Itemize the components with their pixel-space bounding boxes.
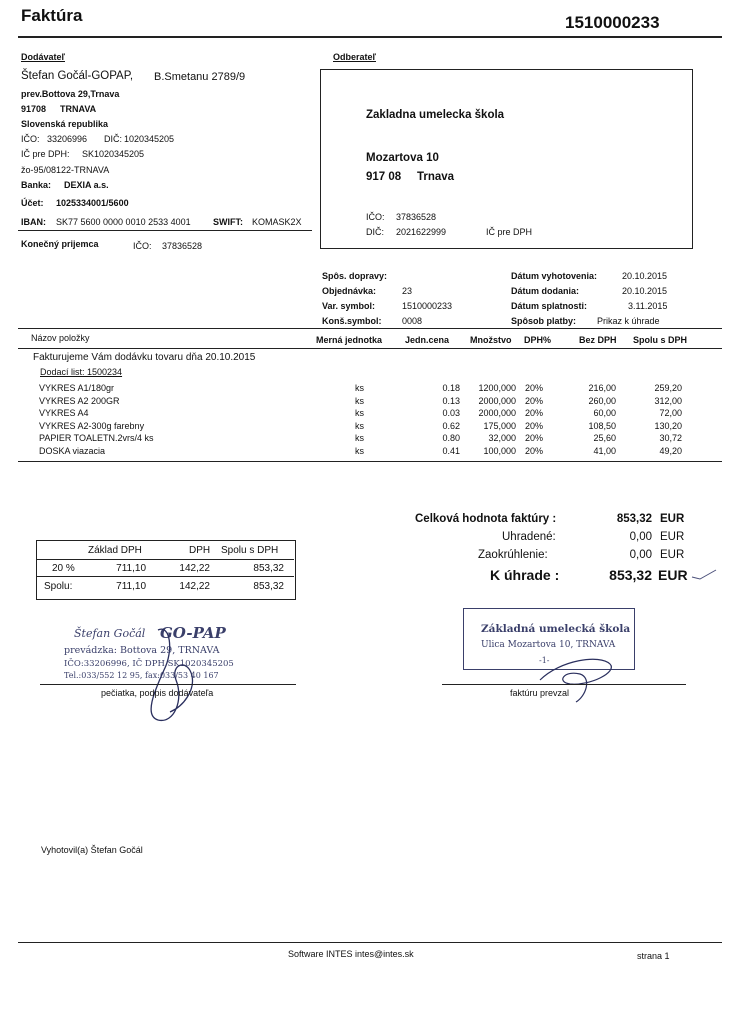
col-header-gross: Spolu s DPH <box>633 335 688 345</box>
cell-qty: 175,000 <box>483 420 516 431</box>
cell-name: VYKRES A1/180gr <box>39 383 115 393</box>
cell-vat: 20% <box>525 420 544 431</box>
cell-unit: ks <box>355 433 364 444</box>
cell-gross: 49,20 <box>659 446 682 456</box>
delivery-date-label: Dátum dodania: <box>511 286 580 296</box>
cell-vat: 20% <box>525 408 544 419</box>
cell-qty: 1200,000 <box>478 383 516 393</box>
col-header-vat: DPH% <box>524 335 552 345</box>
cell-qty: 2000,000 <box>478 408 516 419</box>
supplier-city: TRNAVA <box>60 104 97 114</box>
cell-unit: ks <box>355 420 364 431</box>
cell-price: 0.62 <box>442 420 460 431</box>
vat-sum-vat: 142,22 <box>179 581 210 592</box>
cell-gross: 72,00 <box>659 408 682 419</box>
supplier-name: Štefan Gočál-GOPAP, <box>21 70 134 82</box>
vat-header-rule <box>37 559 294 560</box>
vat-sum-total: 853,32 <box>253 581 284 592</box>
cell-vat: 20% <box>525 395 544 406</box>
col-header-unit: Merná jednotka <box>316 335 383 345</box>
paid-currency: EUR <box>660 531 685 543</box>
vat-sum-base: 711,10 <box>116 581 146 592</box>
rounding-label: Zaokrúhlenie: <box>478 549 548 561</box>
col-header-name: Názov položky <box>31 333 90 343</box>
footer-rule <box>18 942 722 943</box>
issue-date-value: 20.10.2015 <box>622 271 668 281</box>
cell-net: 41,00 <box>593 446 616 456</box>
cell-unit: ks <box>355 383 364 393</box>
school-stamp-line3: -1- <box>539 656 550 665</box>
cell-gross: 130,20 <box>654 420 682 431</box>
supplier-iban: SK77 5600 0000 0010 2533 4001 <box>56 217 191 227</box>
customer-name: Zakladna umelecka škola <box>366 109 505 121</box>
customer-zip: 917 08 <box>366 171 402 183</box>
table-top-rule <box>18 328 722 329</box>
supplier-country: Slovenská republika <box>21 119 109 129</box>
supplier-street: B.Smetanu 2789/9 <box>154 71 246 83</box>
supplier-dic: 1020345205 <box>124 134 175 144</box>
receiver-sign-caption: faktúru prevzal <box>510 688 570 698</box>
vat-rate-base: 711,10 <box>116 563 146 574</box>
tick-mark-icon <box>690 568 720 582</box>
issue-date-label: Dátum vyhotovenia: <box>511 271 598 281</box>
vat-col-vat: DPH <box>189 545 211 556</box>
school-stamp-line1: Základná umelecká škola <box>481 623 631 635</box>
cell-qty: 100,000 <box>483 446 516 456</box>
order-label: Objednávka: <box>322 286 377 296</box>
cell-name: DOSKA viazacia <box>39 446 106 456</box>
supplier-bank: DEXIA a.s. <box>64 180 109 190</box>
invoice-title: Faktúra <box>21 6 83 25</box>
vat-col-base: Základ DPH <box>88 545 142 556</box>
final-recipient-ico: 37836528 <box>162 241 203 251</box>
table-intro: Fakturujeme Vám dodávku tovaru dňa 20.10.2015 <box>33 352 256 363</box>
supplier-sign-line <box>40 684 296 685</box>
cell-price: 0.18 <box>442 383 460 393</box>
customer-city: Trnava <box>417 171 455 183</box>
supplier-heading: Dodávateľ <box>21 52 65 62</box>
amount-due-currency: EUR <box>658 567 688 583</box>
customer-heading: Odberateľ <box>333 52 376 62</box>
cell-price: 0.03 <box>442 408 460 419</box>
cell-vat: 20% <box>525 433 544 444</box>
cell-price: 0.80 <box>442 433 460 444</box>
stamp-supplier-line1: prevádzka: Bottova 29, TRNAVA <box>64 645 220 656</box>
receiver-sign-line <box>442 684 686 685</box>
supplier-iban-label: IBAN: <box>21 217 46 227</box>
stamp-supplier-brand: GO-PAP <box>160 624 226 642</box>
supplier-account: 1025334001/5600 <box>56 198 129 208</box>
stamp-supplier-name: Štefan Gočál <box>74 627 146 640</box>
col-header-qty: Množstvo <box>470 335 512 345</box>
payment-label: Spôsob platby: <box>511 316 576 326</box>
header-rule <box>18 36 722 38</box>
cell-gross: 312,00 <box>654 395 682 406</box>
receiver-signature <box>530 640 620 710</box>
supplier-ico-label: IČO: <box>21 134 40 144</box>
supplier-account-label: Účet: <box>21 198 44 208</box>
vat-rate-total: 853,32 <box>253 563 284 574</box>
cell-qty: 32,000 <box>488 433 516 444</box>
cell-net: 108,50 <box>588 420 616 431</box>
invoice-number: 1510000233 <box>565 13 660 32</box>
col-header-price: Jedn.cena <box>405 335 450 345</box>
rounding-currency: EUR <box>660 549 685 561</box>
customer-street: Mozartova 10 <box>366 152 439 164</box>
vat-sum-rule <box>37 576 294 577</box>
cell-price: 0.41 <box>442 446 460 456</box>
amount-due-value: 853,32 <box>609 567 652 583</box>
cell-unit: ks <box>355 446 364 456</box>
cell-gross: 259,20 <box>654 383 682 393</box>
cell-name: VYKRES A4 <box>39 408 89 419</box>
school-stamp-line2: Ulica Mozartova 10, TRNAVA <box>481 640 616 650</box>
vat-col-total: Spolu s DPH <box>221 545 279 556</box>
cell-gross: 30,72 <box>659 433 682 444</box>
customer-dic: 2021622999 <box>396 227 447 237</box>
cell-qty: 2000,000 <box>478 395 516 406</box>
transport-label: Spôs. dopravy: <box>322 271 388 281</box>
rounding-value: 0,00 <box>629 549 652 561</box>
table-header-rule <box>18 348 722 349</box>
cell-name: VYKRES A2 200GR <box>39 395 120 406</box>
due-date-value: 3.11.2015 <box>628 301 668 311</box>
cell-name: VYKRES A2-300g farebny <box>39 420 145 431</box>
supplier-icdph: SK1020345205 <box>82 149 145 159</box>
customer-icdph-label: IČ pre DPH <box>486 227 533 237</box>
cell-unit: ks <box>355 408 364 419</box>
supplier-swift: KOMASK2X <box>252 217 302 227</box>
delivery-note: Dodací list: 1500234 <box>40 367 123 377</box>
supplier-swift-label: SWIFT: <box>213 217 243 227</box>
stamp-supplier-line2: IČO:33206996, IČ DPH SK1020345205 <box>64 659 234 669</box>
konssym-value: 0008 <box>402 316 423 326</box>
payment-value: Prikaz k úhrade <box>597 316 660 326</box>
paid-value: 0,00 <box>629 531 652 543</box>
supplier-rule <box>18 230 312 231</box>
supplier-branch: prev.Bottova 29,Trnava <box>21 89 120 99</box>
final-recipient-label: Konečný prijemca <box>21 239 99 249</box>
final-recipient-ico-label: IČO: <box>133 241 152 251</box>
customer-dic-label: DIČ: <box>366 227 384 237</box>
total-label: Celková hodnota faktúry : <box>415 513 557 525</box>
supplier-bank-label: Banka: <box>21 180 52 190</box>
total-currency: EUR <box>660 513 685 525</box>
customer-ico: 37836528 <box>396 212 437 222</box>
customer-ico-label: IČO: <box>366 212 385 222</box>
total-value: 853,32 <box>616 513 652 525</box>
supplier-ico: 33206996 <box>47 134 88 144</box>
due-date-label: Dátum splatnosti: <box>511 301 588 311</box>
order-value: 23 <box>402 286 413 296</box>
footer-software: Software INTES intes@intes.sk <box>288 949 414 959</box>
cell-name: PAPIER TOALETN.2vrs/4 ks <box>39 433 154 444</box>
vat-rate-label: 20 % <box>52 563 75 574</box>
cell-net: 60,00 <box>593 408 616 419</box>
supplier-zo: žo-95/08122-TRNAVA <box>21 165 110 175</box>
delivery-date-value: 20.10.2015 <box>622 286 668 296</box>
footer-page: strana 1 <box>637 951 670 961</box>
paid-label: Uhradené: <box>502 531 556 543</box>
supplier-sign-caption: pečiatka, podpis dodávateľa <box>101 688 214 698</box>
cell-net: 25,60 <box>593 433 616 444</box>
col-header-net: Bez DPH <box>579 335 617 345</box>
stamp-supplier-line3: Tel.:033/552 12 95, fax:033/53 40 167 <box>64 671 219 680</box>
cell-vat: 20% <box>525 383 544 393</box>
supplier-dic-label: DIČ: <box>104 134 122 144</box>
vat-sum-label: Spolu: <box>44 581 73 592</box>
vat-rate-vat: 142,22 <box>179 563 210 574</box>
cell-vat: 20% <box>525 446 544 456</box>
created-by: Vyhotovil(a) Štefan Gočál <box>41 845 143 855</box>
supplier-signature <box>140 620 200 730</box>
cell-net: 260,00 <box>588 395 616 406</box>
supplier-icdph-label: IČ pre DPH: <box>21 149 70 159</box>
varsym-label: Var. symbol: <box>322 301 376 311</box>
cell-price: 0.13 <box>442 395 460 406</box>
amount-due-label: K úhrade : <box>490 567 560 583</box>
cell-net: 216,00 <box>588 383 616 393</box>
varsym-value: 1510000233 <box>402 301 453 311</box>
table-bottom-rule <box>18 461 722 462</box>
cell-unit: ks <box>355 395 364 406</box>
supplier-zip: 91708 <box>21 104 47 114</box>
konssym-label: Konš.symbol: <box>322 316 382 326</box>
